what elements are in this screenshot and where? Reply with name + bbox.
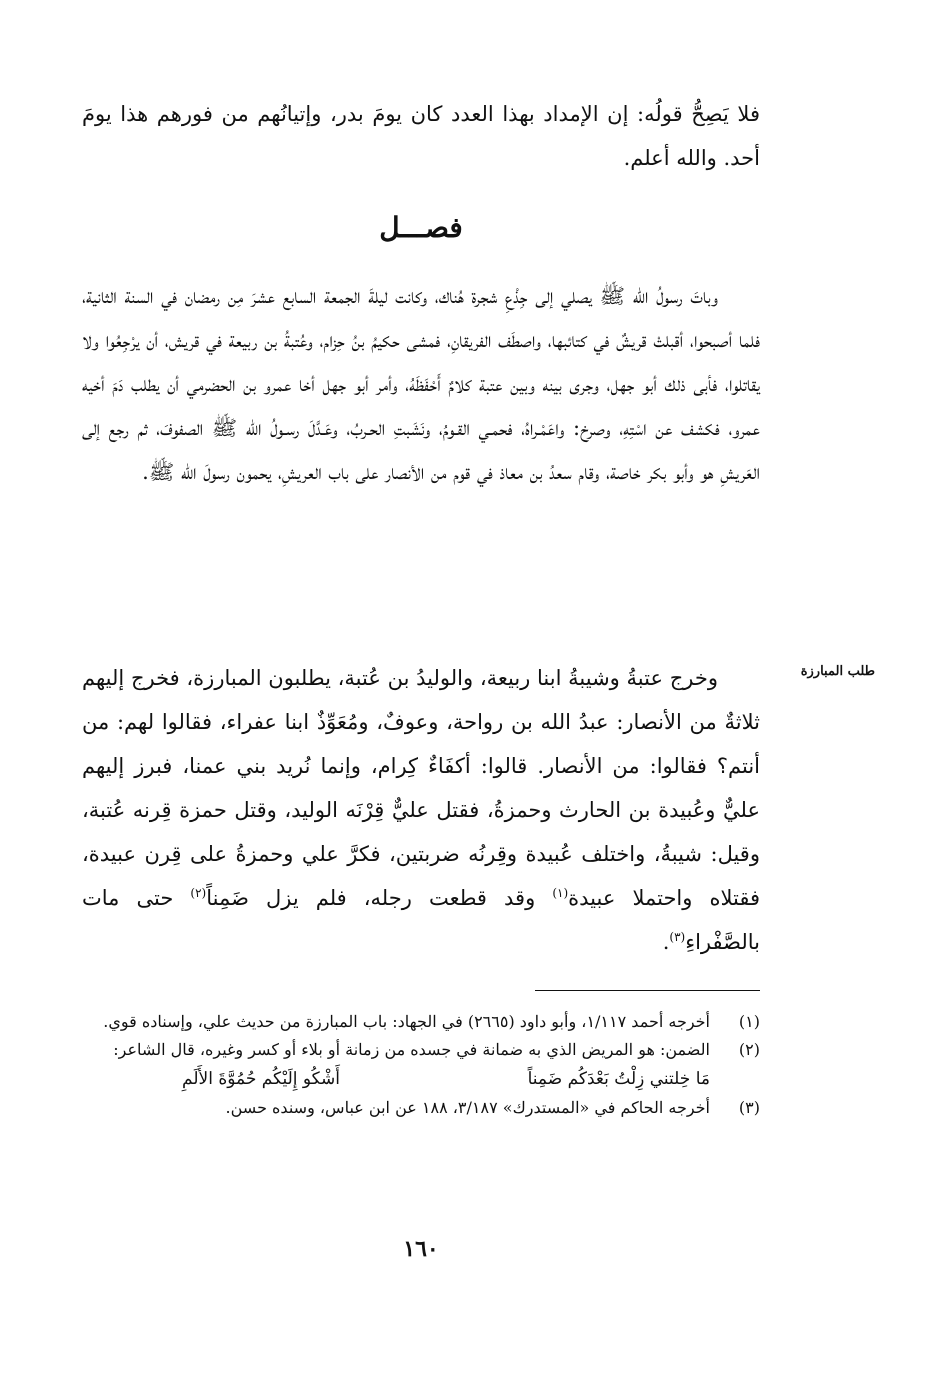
opening-paragraph xyxy=(82,92,760,180)
paragraph-block-2 xyxy=(82,656,760,964)
section-heading: فصـــل xyxy=(379,211,463,244)
verse-first-hemistich: مَا خِلتني زِلْتُ بَعْدَكُم ضَمِناً xyxy=(527,1069,710,1089)
footnotes xyxy=(82,1008,760,1122)
footnote-ref-1: (١) xyxy=(552,886,569,900)
page-number: ١٦٠ xyxy=(403,1236,439,1262)
paragraph-2-text: وخرج عتبةُ وشيبةُ ابنا ربيعة، والوليدُ بن عُتبة، يطلبون المبارزة، فخرج إليهم ثلاثةٌ من الأنصار: عبدُ الله بن رواحة، وعوفٌ، ومُعَوِّذٌ ابنا عفراء، فقالوا لهم: من أنتم؟ فقالوا: من الأنصار. قالوا: أكفَاءٌ كِرام، وإنما نُريد بني عمنا، فبرز إليهم عليٌّ وعُبيدة بن الحارث وحمزةُ، فقتل عليٌّ قِرْنَه الوليد، وقتل حمزة قِرنه عُتبة، وقيل: شيبةُ، واختلف عُبيدة وقِرنُه ضربتين، فكرَّ علي وحمزةُ على قِرن عبيدة، فقتلاه واحتملا عبيدة xyxy=(82,666,761,910)
paragraph-2 xyxy=(82,656,760,964)
paragraph-1: وباتَ رسولُ الله ﷺ يصلي إلى جِذْعِ شجرة هُناك، وكانت ليلةَ الجمعة السابع عشرَ مِن رمضان في السنة الثانية، فلما أصبحوا، أقبلتْ قريشٌ في كتائبها، واصطَف الفريقانِ، فمشى حكيمُ بنُ حِزام، وعُتبةُ بن ربيعة في قريش، أن يرْجِعُوا ولا يقاتلوا، فأبى ذلك أبو جهل، وجرى بينه وبين عتبة كلامٌ أَحْفَظَهُ، وأمر أبو جهل أخا عمرو بن الحضرمي أن يطلب دَمَ أخيه عمرو، فكشف عن اسْتِهِ، وصرخ: واعَمْـراهُ، فحمـي القـومُ، ونَشَبتِ الحـربُ، وعَـدَّلَ رسـولُ الله ﷺ الصفوفَ، ثم رجع إلى العَريشِ هو وأبو بكر خاصة، وقام سعدُ بن معاذ في قوم من الأنصار على باب العريشِ، يحمون رسولَ الله ﷺ. xyxy=(82,284,760,484)
opening-text: فلا يَصِحُّ قولُه: إن الإمداد بهذا العدد كان يومَ بدر، وإتيانُهم من فورهم هذا يومَ أحد. والله أعلم. xyxy=(82,102,760,170)
paragraph-block-1 xyxy=(82,274,760,494)
footnote-1-number: (١) xyxy=(738,1012,760,1031)
margin-note: طلب المبارزة xyxy=(800,664,875,679)
footnote-1 xyxy=(82,1008,760,1036)
footnote-3 xyxy=(82,1094,760,1122)
verse-second-hemistich: أَشْكُو إِلَيْكُم حُمُوَّةَ الأَلَمِ xyxy=(182,1069,341,1089)
paragraph-2-mid: وقد قطعت رجله، فلم يزل ضَمِناً xyxy=(206,886,553,910)
footnote-2-number: (٢) xyxy=(738,1040,760,1059)
paragraph-2-mid2: حتى مات بالصَّفْراءِ xyxy=(82,886,760,954)
footnote-divider xyxy=(535,990,760,991)
footnote-ref-2: (٢) xyxy=(190,886,207,900)
footnote-1-text: أخرجه أحمد ١/١١٧، وأبو داود (٢٦٦٥) في الجهاد: باب المبارزة من حديث علي، وإسناده قوي. xyxy=(103,1012,710,1031)
footnote-2 xyxy=(82,1036,760,1064)
paragraph-2-end: . xyxy=(662,930,670,954)
footnote-ref-3: (٣) xyxy=(669,930,686,944)
verse xyxy=(82,1064,760,1094)
footnote-2-text: الضمن: هو المريض الذي به ضمانة في جسده من زمانة أو بلاء أو كسر وغيره، قال الشاعر: xyxy=(113,1040,710,1059)
footnote-3-text: أخرجه الحاكم في «المستدرك» ٣/١٨٧، ١٨٨ عن ابن عباس، وسنده حسن. xyxy=(225,1098,710,1117)
footnote-3-number: (٣) xyxy=(738,1098,760,1117)
